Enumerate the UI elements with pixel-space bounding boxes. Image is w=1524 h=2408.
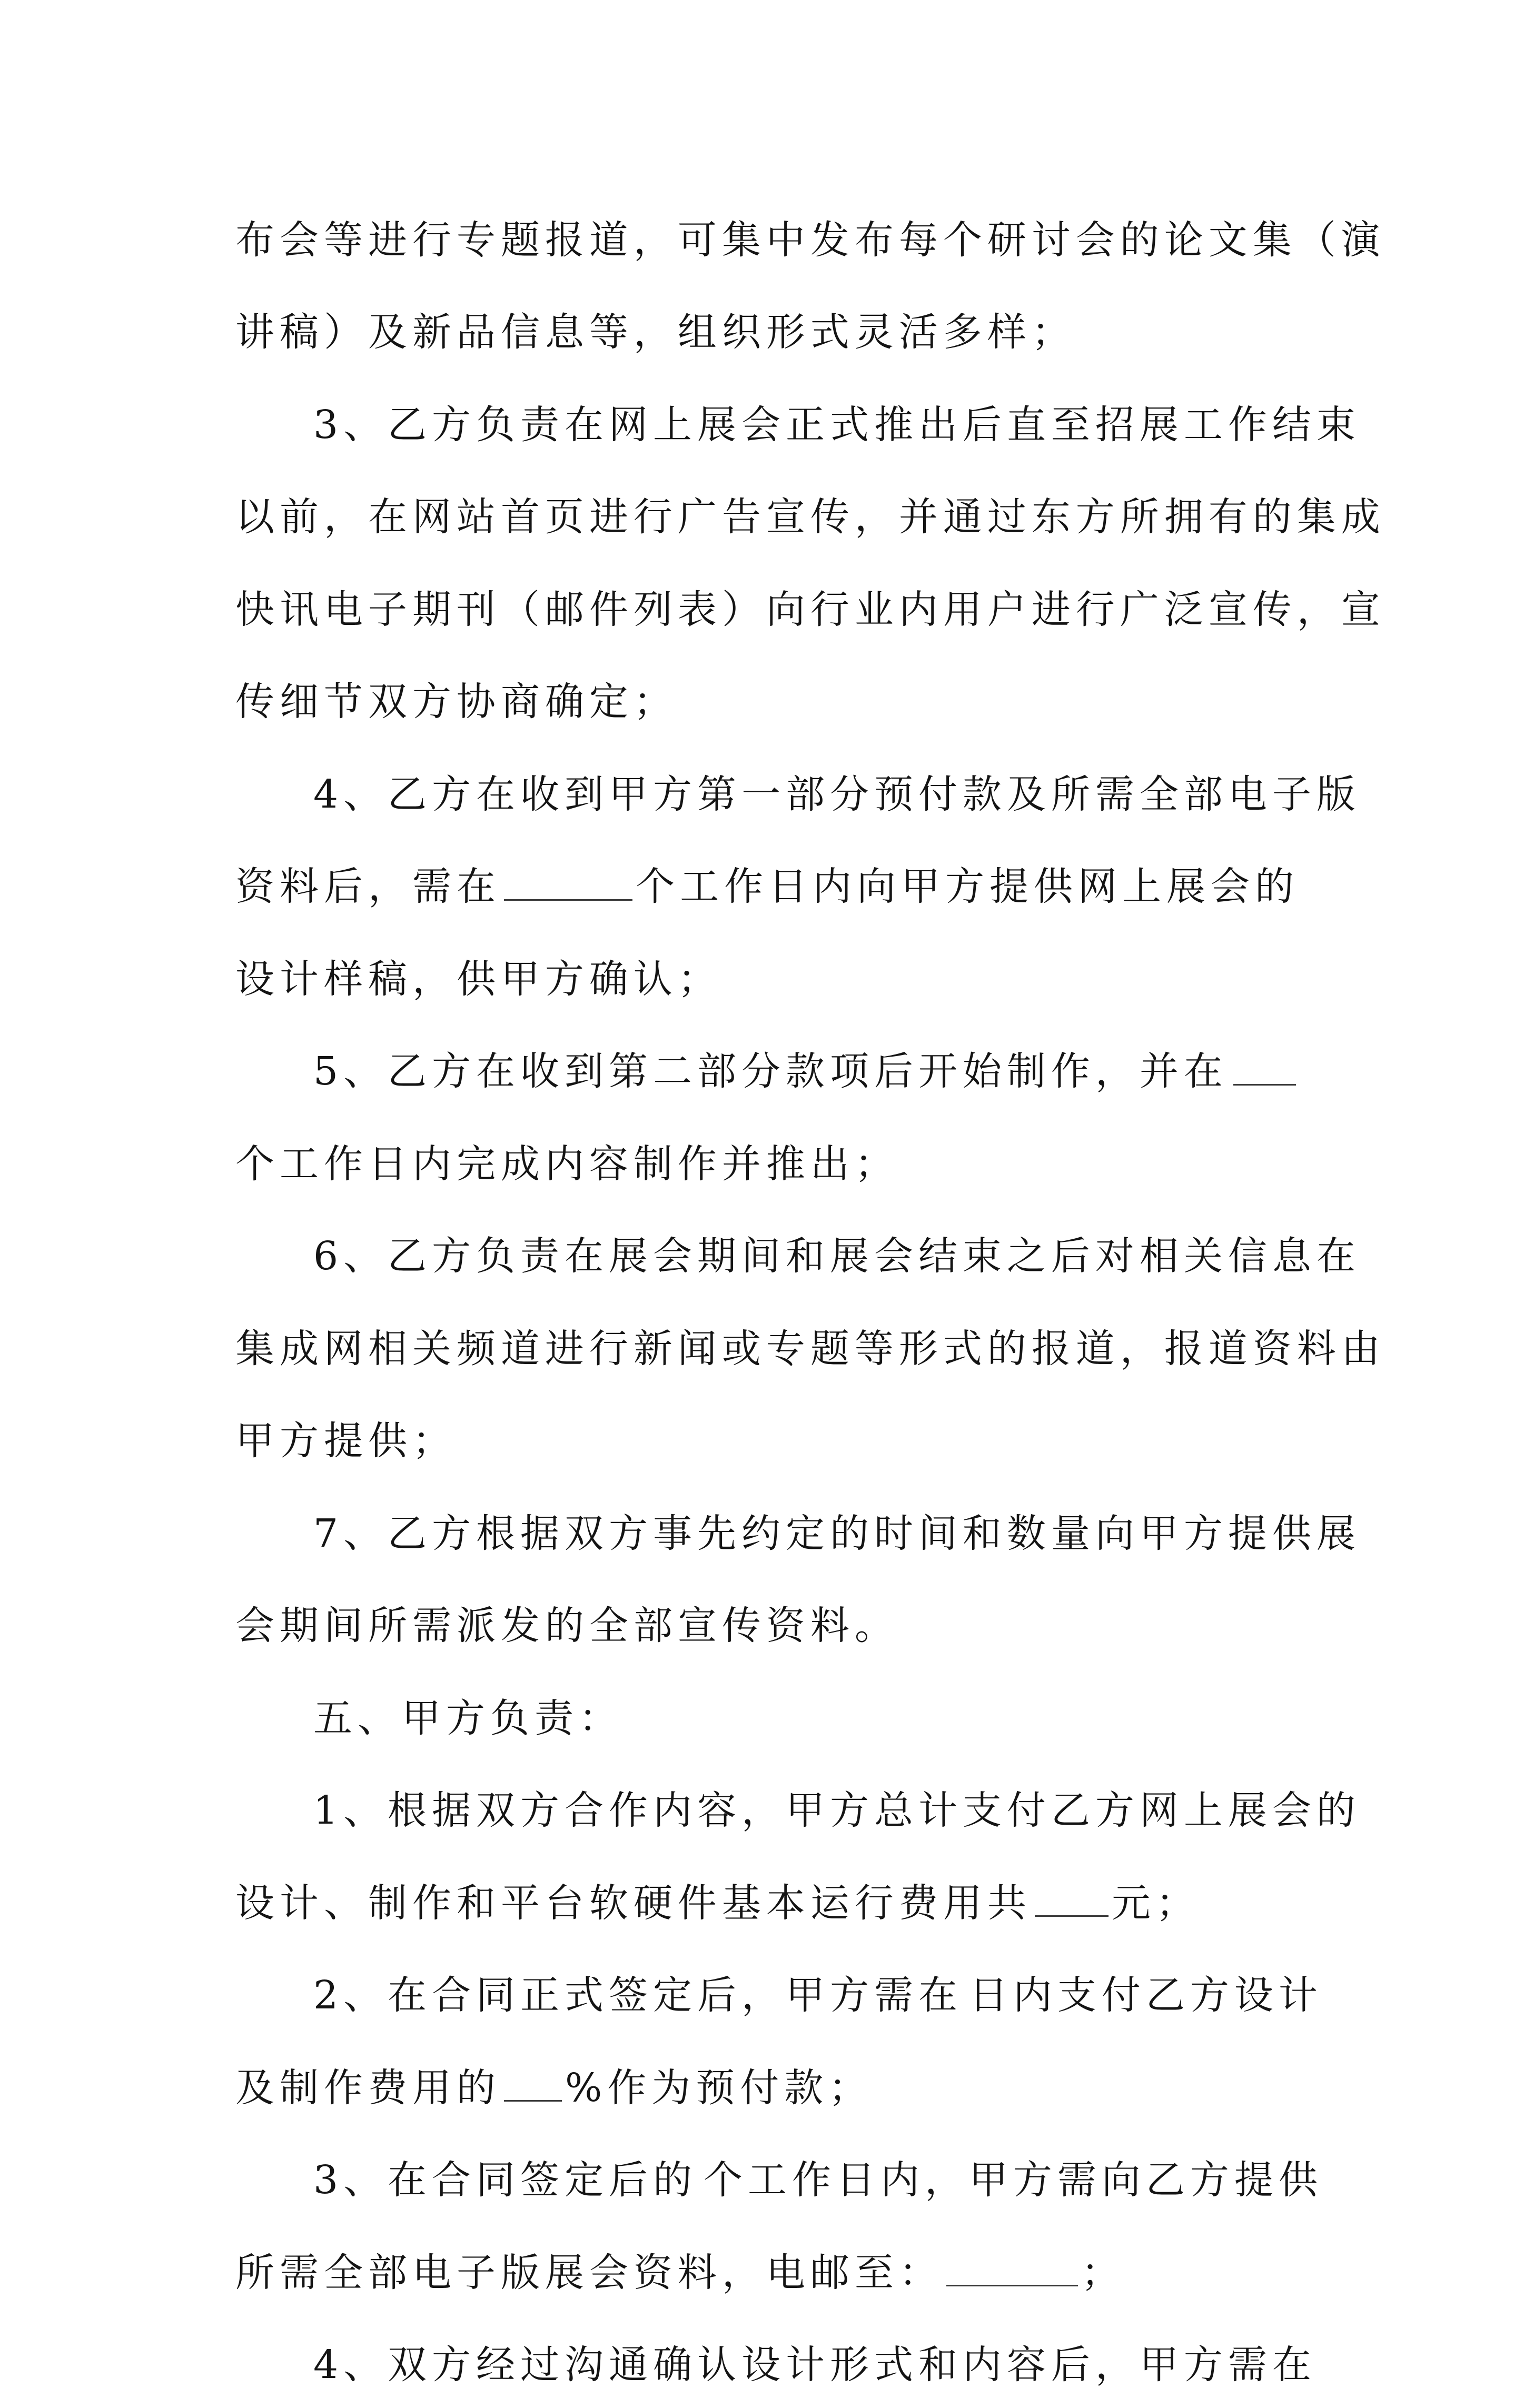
line-text: 甲方提供； (235, 1410, 457, 1466)
line-text: 日内支付乙方设计 (969, 1964, 1323, 2020)
line-text: 及制作费用的 (235, 2057, 501, 2113)
fill-in-blank[interactable] (1035, 1883, 1109, 1917)
text-line (235, 1392, 1299, 1485)
text-line (235, 1115, 1299, 1207)
text-line (235, 375, 1299, 468)
line-text: 个工作日内，甲方需向乙方提供 (704, 2149, 1323, 2205)
text-line (235, 745, 1299, 838)
line-text: 2、在合同正式签定后，甲方需在 (313, 1964, 963, 2020)
text-line (235, 1946, 1299, 2039)
text-line (235, 930, 1299, 1022)
text-line (235, 2131, 1299, 2224)
line-text: 4、乙方在收到甲方第一部分预付款及所需全部电子版 (313, 763, 1361, 819)
text-line (235, 1207, 1299, 1300)
text-line (235, 2038, 1299, 2131)
text-line (235, 838, 1299, 930)
line-text: 4、双方经过沟通确认设计形式和内容后，甲方需在 (313, 2334, 1317, 2390)
line-text: %作为预付款； (565, 2057, 873, 2113)
text-line (235, 2223, 1299, 2316)
line-text: 资料后，需在 (235, 855, 501, 911)
line-text: 传细节双方协商确定； (235, 671, 678, 727)
text-line (235, 1484, 1299, 1577)
line-text: 个工作日内向甲方提供网上展会的 (636, 855, 1299, 911)
line-text: 元； (1112, 1872, 1200, 1928)
text-line (235, 1022, 1299, 1115)
line-text: 1、根据双方合作内容，甲方总计支付乙方网上展会的 (313, 1779, 1361, 1835)
fill-in-blank[interactable] (946, 2252, 1078, 2286)
line-text: 个工作日内完成内容制作并推出； (235, 1133, 899, 1189)
line-text: 讲稿）及新品信息等，组织形式灵活多样； (235, 301, 1076, 357)
line-text: 以前，在网站首页进行广告宣传，并通过东方所拥有的集成 (235, 486, 1386, 542)
line-text: 所需全部电子版展会资料，电邮至： (235, 2242, 943, 2297)
text-line (235, 653, 1299, 745)
line-text: 五、甲方负责： (313, 1687, 623, 1743)
text-line (235, 1577, 1299, 1669)
fill-in-blank[interactable] (504, 2067, 562, 2102)
line-text: 设计样稿，供甲方确认； (235, 948, 722, 1004)
line-text: 会期间所需派发的全部宣传资料。 (235, 1595, 899, 1650)
line-text: 设计、制作和平台软硬件基本运行费用共 (235, 1872, 1032, 1928)
text-line (235, 560, 1299, 653)
fill-in-blank[interactable] (504, 867, 632, 901)
line-text: 5、乙方在收到第二部分款项后开始制作，并在 (313, 1040, 1228, 1096)
line-text: ； (1081, 2242, 1125, 2297)
line-text: 6、乙方负责在展会期间和展会结束之后对相关信息在 (313, 1225, 1361, 1281)
fill-in-blank[interactable] (1233, 1051, 1296, 1086)
text-line (235, 1299, 1299, 1392)
line-text: 快讯电子期刊（邮件列表）向行业内用户进行广泛宣传，宣 (235, 579, 1386, 634)
text-line (235, 1854, 1299, 1946)
line-text: 集成网相关频道进行新闻或专题等形式的报道，报道资料由 (235, 1318, 1386, 1374)
line-text: 3、在合同签定后的 (313, 2149, 697, 2205)
contract-text (235, 191, 1299, 2408)
line-text: 布会等进行专题报道，可集中发布每个研讨会的论文集（演 (235, 209, 1386, 265)
text-line (235, 283, 1299, 376)
text-line (235, 191, 1299, 283)
section-heading (235, 1669, 1299, 1762)
line-text: 7、乙方根据双方事先约定的时间和数量向甲方提供展 (313, 1502, 1361, 1558)
text-line (235, 468, 1299, 561)
text-line (235, 2316, 1299, 2408)
text-line (235, 1762, 1299, 1854)
line-text: 3、乙方负责在网上展会正式推出后直至招展工作结束 (313, 394, 1361, 450)
